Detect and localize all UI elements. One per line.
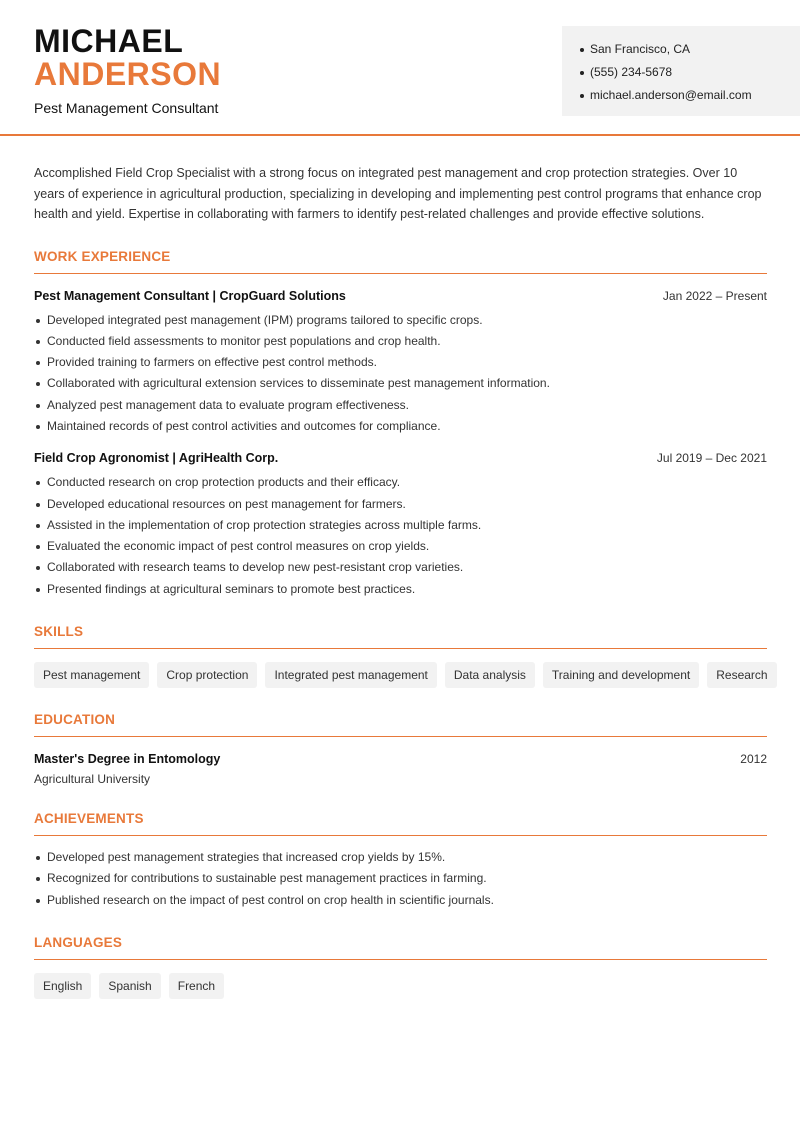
achievement-list <box>34 847 767 911</box>
job-bullet: Presented findings at agricultural seminars to promote best practices. <box>34 579 767 600</box>
job-bullet: Developed educational resources on pest management for farmers. <box>34 494 767 515</box>
contact-phone: (555) 234-5678 <box>580 61 800 84</box>
skill-tag: Integrated pest management <box>265 662 436 688</box>
job-bullet: Collaborated with research teams to develop new pest-resistant crop varieties. <box>34 557 767 578</box>
job-bullet: Analyzed pest management data to evaluate program effectiveness. <box>34 395 767 416</box>
degree: Master's Degree in Entomology <box>34 752 221 767</box>
school-name: Agricultural University <box>34 772 151 787</box>
job-title: Pest Management Consultant <box>34 100 219 116</box>
achievements-section-title: ACHIEVEMENTS <box>34 811 767 836</box>
language-tag: Spanish <box>99 973 160 999</box>
job-bullet: Maintained records of pest control activities and outcomes for compliance. <box>34 416 767 437</box>
education-section-title: EDUCATION <box>34 712 767 737</box>
job-bullet: Evaluated the economic impact of pest control measures on crop yields. <box>34 536 767 557</box>
work-section-title: WORK EXPERIENCE <box>34 249 767 274</box>
contact-email: michael.anderson@email.com <box>580 84 800 107</box>
skill-tag: Crop protection <box>157 662 257 688</box>
job-header <box>34 289 767 303</box>
skills-list <box>34 662 767 688</box>
achievement-item: Published research on the impact of pest control on crop health in scientific journals. <box>34 890 767 911</box>
contact-box <box>562 26 800 116</box>
language-tag: French <box>169 973 224 999</box>
job-bullet: Developed integrated pest management (IPM) programs tailored to specific crops. <box>34 310 767 331</box>
first-name: MICHAEL <box>34 23 184 59</box>
job-bullet-list <box>34 310 767 438</box>
skill-tag: Training and development <box>543 662 699 688</box>
language-tag: English <box>34 973 91 999</box>
languages-section-title: LANGUAGES <box>34 935 767 960</box>
job-role: Field Crop Agronomist | AgriHealth Corp. <box>34 451 279 466</box>
skill-tag: Data analysis <box>445 662 535 688</box>
job-header <box>34 451 767 465</box>
job-bullet: Assisted in the implementation of crop protection strategies across multiple farms. <box>34 515 767 536</box>
job-bullet-list <box>34 472 767 600</box>
job-bullet: Conducted field assessments to monitor pest populations and crop health. <box>34 331 767 352</box>
job-bullet: Collaborated with agricultural extension services to disseminate pest management information. <box>34 373 767 394</box>
graduation-year: 2012 <box>740 752 767 767</box>
education-header <box>34 752 767 766</box>
work-section <box>34 249 767 601</box>
contact-location: San Francisco, CA <box>580 38 800 61</box>
resume-content <box>34 163 767 999</box>
skill-tag: Research <box>707 662 776 688</box>
job-dates: Jan 2022 – Present <box>662 288 767 303</box>
resume-header <box>0 0 800 136</box>
skills-section-title: SKILLS <box>34 624 767 649</box>
job-role: Pest Management Consultant | CropGuard Solutions <box>34 288 346 303</box>
job-bullet: Conducted research on crop protection products and their efficacy. <box>34 472 767 493</box>
last-name: ANDERSON <box>34 56 222 92</box>
education-section <box>34 712 767 786</box>
job-dates: Jul 2019 – Dec 2021 <box>656 451 767 466</box>
achievements-section <box>34 811 767 911</box>
skill-tag: Pest management <box>34 662 149 688</box>
summary-paragraph: Accomplished Field Crop Specialist with a strong focus on integrated pest management and crop protection strategies. Over 10 years of experience in agricultural production, specializing in developing and implementing pest control programs that enhance crop health and yield. Expertise in collaborating with farmers to identify pest-related challenges and provide effective solutions. <box>34 166 762 221</box>
languages-list <box>34 973 767 999</box>
achievement-item: Recognized for contributions to sustainable pest management practices in farming. <box>34 868 767 889</box>
achievement-item: Developed pest management strategies that increased crop yields by 15%. <box>34 847 767 868</box>
job-bullet: Provided training to farmers on effective pest control methods. <box>34 352 767 373</box>
languages-section <box>34 935 767 999</box>
skills-section <box>34 624 767 688</box>
